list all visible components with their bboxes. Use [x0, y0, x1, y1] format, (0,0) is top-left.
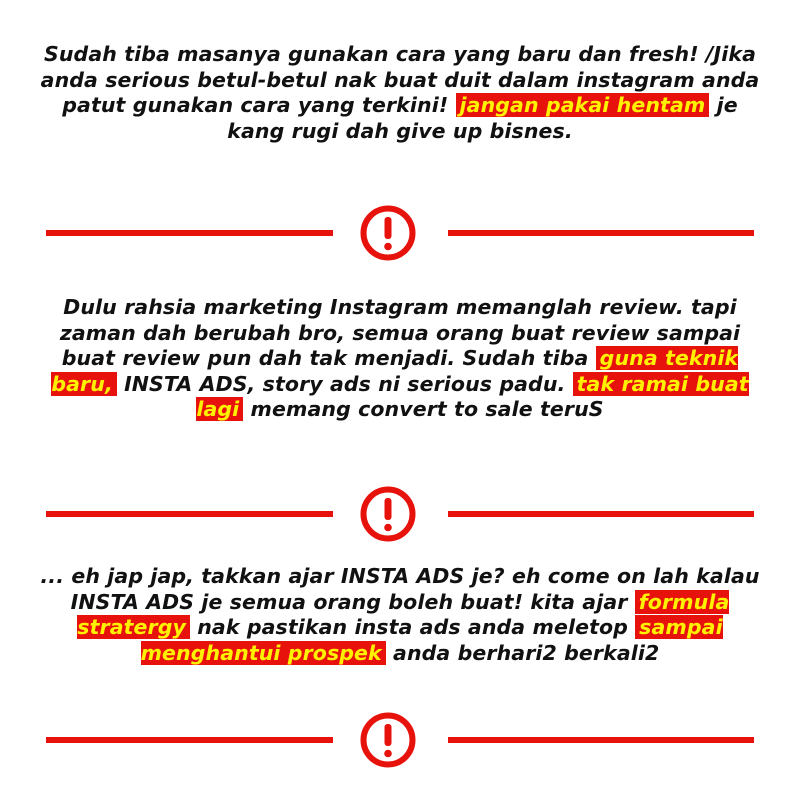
text-segment: ... eh jap jap, takkan ajar INSTA ADS je? eh come on lah kalau INSTA ADS je semua orang boleh buat! kita ajar — [40, 564, 760, 614]
divider-line-left — [46, 511, 333, 517]
text-segment: je kang rugi dah give up bisnes. — [227, 93, 738, 143]
divider-line-right — [448, 511, 754, 517]
divider-line-left — [46, 230, 333, 236]
alert-divider-2 — [0, 484, 800, 544]
highlighted-phrase: jangan pakai hentam — [456, 93, 710, 117]
text-segment: INSTA ADS, story ads ni serious padu. — [116, 371, 573, 396]
highlighted-phrase: sampai menghantui prospek — [140, 615, 723, 665]
divider-line-right — [448, 737, 754, 743]
exclamation-circle-icon — [360, 486, 416, 542]
text-segment: nak pastikan insta ads anda meletop — [190, 615, 636, 639]
divider-line-right — [448, 230, 754, 236]
text-segment: Dulu rahsia marketing Instagram memanglah review. tapi zaman dah berubah bro, semua orang buat review sampai buat review pun dah tak menjadi. Sudah tiba — [59, 295, 741, 370]
alert-divider-3 — [0, 710, 800, 770]
text-segment: memang convert to sale teruS — [243, 397, 604, 421]
text-segment: anda berhari2 berkali2 — [385, 640, 660, 665]
highlighted-phrase: guna teknik baru, — [51, 346, 739, 396]
text-segment: Sudah tiba masanya gunakan cara yang baru dan fresh! /Jika anda serious betul-betul nak buat duit dalam instagram anda patut gunakan cara yang terkini! — [40, 42, 760, 117]
exclamation-circle-icon — [360, 712, 416, 768]
divider-line-left — [46, 737, 333, 743]
alert-divider-1 — [0, 203, 800, 263]
paragraph-2 — [40, 295, 760, 423]
highlighted-phrase: tak ramai buat lagi — [196, 371, 749, 421]
paragraph-3 — [40, 564, 760, 666]
highlighted-phrase: formula stratergy — [77, 589, 730, 639]
exclamation-circle-icon — [360, 205, 416, 261]
paragraph-1 — [40, 42, 760, 144]
